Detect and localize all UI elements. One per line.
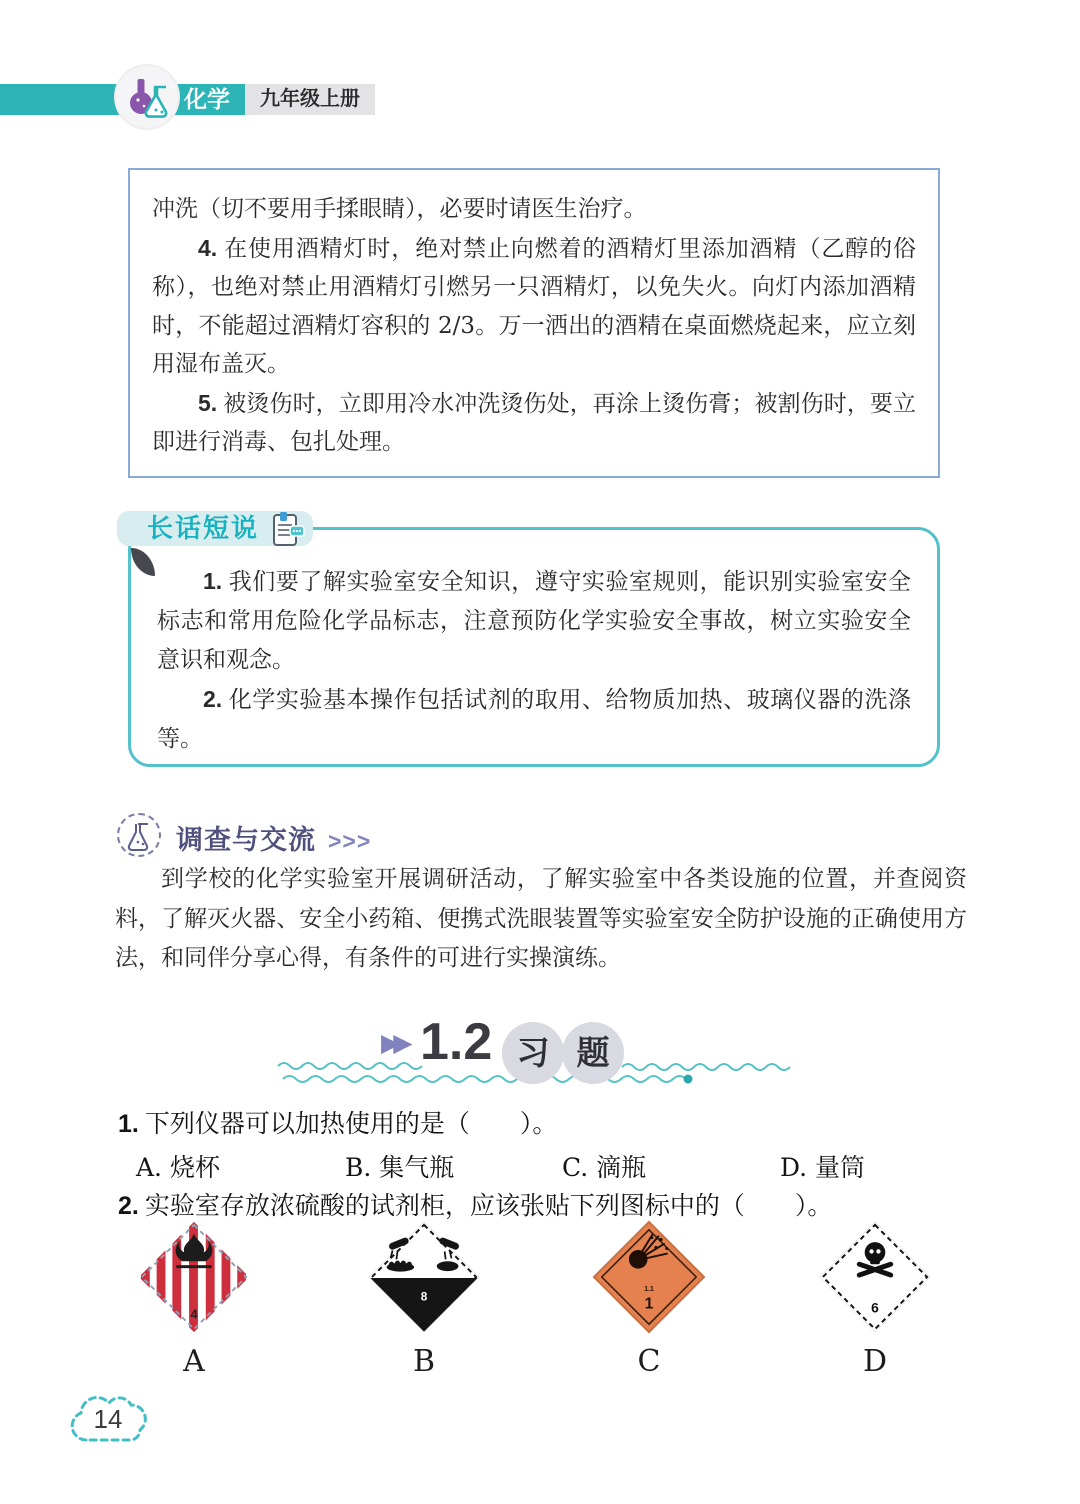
section-char-circle-2: 题	[562, 1022, 624, 1084]
safety-paragraph-1	[152, 190, 916, 229]
list-number-2: 2.	[203, 686, 223, 712]
flammable-solid-sign-icon	[135, 1218, 253, 1336]
option-b: B. 集气瓶	[345, 1153, 455, 1182]
hazard-option-c	[589, 1218, 709, 1379]
list-number-1: 1.	[203, 568, 223, 594]
hazard-label-b: B	[412, 1344, 436, 1379]
svg-text:1.1: 1.1	[644, 1285, 654, 1293]
summary-tab	[117, 511, 313, 546]
svg-text:8: 8	[420, 1289, 428, 1304]
survey-paragraph	[115, 860, 967, 979]
list-number-5: 5.	[198, 389, 218, 416]
svg-text:1: 1	[644, 1295, 654, 1313]
summary-item-2	[157, 680, 911, 759]
summary-box	[128, 527, 940, 767]
subject-label: 化学	[184, 86, 230, 112]
corrosive-sign-icon	[365, 1218, 483, 1336]
summary-title: 长话短说	[147, 513, 260, 543]
question-1-text: 下列仪器可以加热使用的是（ ）。	[144, 1109, 558, 1138]
option-a: A. 烧杯	[136, 1153, 220, 1182]
option-c: C. 滴瓶	[562, 1153, 647, 1182]
safety-paragraph-2	[152, 229, 916, 384]
chemistry-flasks-icon	[116, 66, 178, 128]
wave-end-dot	[684, 1075, 693, 1084]
hazard-label-c: C	[637, 1344, 661, 1379]
list-number-4: 4.	[198, 234, 218, 261]
question-2-number: 2.	[118, 1192, 139, 1220]
section-char-circle-1: 习	[502, 1022, 564, 1084]
page-number: 14	[93, 1404, 123, 1434]
safety-paragraph-3	[152, 384, 916, 462]
svg-text:4: 4	[190, 1306, 198, 1322]
cloud-icon	[58, 1378, 158, 1454]
question-2	[118, 1186, 968, 1222]
flask-badge-icon	[117, 813, 161, 857]
summary-text-1: 我们要了解实验室安全知识，遵守实验室规则，能识别实验室安全标志和常用危险化学品标志，注意预防化学实验安全事故，树立实验安全意识和观念。	[157, 569, 911, 673]
summary-text-2: 化学实验基本操作包括试剂的取用、给物质加热、玻璃仪器的洗涤等。	[157, 687, 911, 752]
hazard-label-d: D	[862, 1344, 888, 1379]
question-1-number: 1.	[118, 1110, 139, 1138]
chevrons-icon: >>>	[328, 828, 372, 854]
survey-title-text: 调查与交流	[176, 825, 316, 855]
section-number: 1.2	[420, 1013, 493, 1071]
question-2-text: 实验室存放浓硫酸的试剂柜，应该张贴下列图标中的（ ）。	[144, 1191, 833, 1220]
explosive-sign-icon	[590, 1218, 708, 1336]
option-d: D. 量筒	[780, 1153, 866, 1182]
hazard-label-a: A	[183, 1344, 205, 1379]
hazard-option-d	[815, 1218, 935, 1379]
grade-tab	[245, 84, 375, 115]
safety-text-2: 在使用酒精灯时，绝对禁止向燃着的酒精灯里添加酒精（乙醇的俗称），也绝对禁止用酒精灯引燃另一只酒精灯，以免失火。向灯内添加酒精时，不能超过酒精灯容积的 2/3。万一洒出的酒精在桌面燃烧起来，应立刻用湿布盖灭。	[152, 235, 916, 377]
hazard-option-b	[364, 1218, 484, 1379]
survey-section-title	[176, 818, 371, 857]
safety-text-3: 被烫伤时，立即用冷水冲洗烫伤处，再涂上烫伤膏；被割伤时，要立即进行消毒、包扎处理。	[152, 390, 916, 455]
survey-text: 到学校的化学实验室开展调研活动，了解实验室中各类设施的位置，并查阅资料，了解灭火器、安全小药箱、便携式洗眼装置等实验室安全防护设施的正确使用方法，和同伴分享心得，有条件的可进行实操演练。	[115, 866, 967, 971]
summary-item-1	[157, 562, 911, 680]
hazard-option-a	[134, 1218, 254, 1379]
question-1	[118, 1104, 968, 1140]
svg-text:6: 6	[871, 1300, 879, 1316]
safety-text-1: 冲洗（切不要用手揉眼睛），必要时请医生治疗。	[152, 196, 647, 222]
notebook-icon	[267, 509, 305, 555]
page-number-cloud	[58, 1378, 158, 1458]
toxic-sign-icon	[816, 1218, 934, 1336]
forward-arrows-icon: ▶▶	[381, 1028, 406, 1057]
grade-label: 九年级上册	[260, 88, 360, 110]
safety-notes-box	[128, 168, 940, 478]
